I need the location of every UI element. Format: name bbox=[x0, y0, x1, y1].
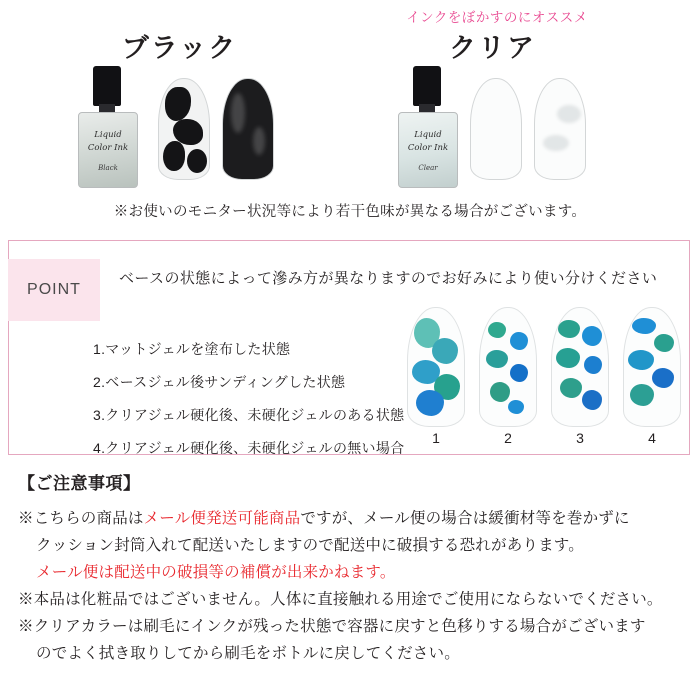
ink-blob bbox=[486, 350, 508, 368]
bottle-label bbox=[83, 121, 133, 181]
list-item: 4.クリアジェル硬化後、未硬化ジェルの無い場合 bbox=[93, 440, 405, 456]
bottle-black bbox=[78, 66, 136, 186]
bottle-body bbox=[78, 112, 138, 188]
bottle-clear bbox=[398, 66, 456, 186]
sample-nail-4 bbox=[623, 307, 681, 446]
bottle-cap-icon bbox=[413, 66, 441, 106]
swatch-group-black bbox=[72, 0, 287, 65]
sample-nail-1 bbox=[407, 307, 465, 446]
point-list bbox=[53, 339, 453, 471]
notice-line-2: クッション封筒入れて配送いたしますので配送中に破損する恐れがあります。 bbox=[36, 536, 584, 554]
ink-blob bbox=[560, 378, 582, 398]
sample-nail-label-2: 2 bbox=[504, 430, 512, 446]
list-item: 2.ベースジェル後サンディングした状態 bbox=[93, 374, 346, 390]
notice-line-1 bbox=[18, 506, 686, 531]
sample-nail-3 bbox=[551, 307, 609, 446]
ink-blob bbox=[165, 87, 191, 121]
point-heading: ベースの状態によって滲み方が異なりますのでお好みにより使い分けください bbox=[119, 270, 658, 287]
swatch-group-clear bbox=[385, 0, 600, 65]
group-title-black: ブラック bbox=[121, 33, 238, 63]
bottle-body bbox=[398, 112, 458, 188]
notice-line-5: ※クリアカラーは刷毛にインクが残った状態で容器に戻すと色移りする場合がございます bbox=[18, 617, 646, 635]
ink-blob bbox=[632, 318, 656, 334]
notice-line-1-prefix: ※こちらの商品は bbox=[18, 509, 144, 527]
point-box bbox=[8, 240, 690, 455]
notice-line-6: のでよく拭き取りしてから刷毛をボトルに戻してください。 bbox=[36, 645, 460, 663]
ink-blob bbox=[508, 400, 524, 414]
ink-blob bbox=[582, 326, 602, 346]
ink-blob bbox=[582, 390, 602, 410]
notice-line-4: ※本品は化粧品ではございません。人体に直接触れる用途でご使用にならないでください。 bbox=[18, 590, 663, 608]
ink-blob bbox=[432, 338, 458, 364]
ink-blob bbox=[163, 141, 185, 171]
ink-blob bbox=[630, 384, 654, 406]
sheen-highlight bbox=[543, 135, 569, 151]
bottle-cap-icon bbox=[93, 66, 121, 106]
ink-blob bbox=[488, 322, 506, 338]
nail-sample-black-soft bbox=[158, 78, 210, 180]
bottle-label bbox=[403, 121, 453, 181]
ink-blob bbox=[558, 320, 580, 338]
sample-nail-label-3: 3 bbox=[576, 430, 584, 446]
point-tag-label: POINT bbox=[8, 259, 100, 321]
bottle-label-line2: Color Ink bbox=[87, 143, 129, 153]
nail-sample-black-full bbox=[222, 78, 274, 180]
top-product-section bbox=[0, 0, 700, 236]
nail-sample-clear-1 bbox=[470, 78, 522, 180]
sheen-highlight bbox=[253, 127, 265, 155]
ink-blob bbox=[654, 334, 674, 352]
ink-blob bbox=[416, 390, 444, 416]
ink-blob bbox=[628, 350, 654, 370]
ink-blob bbox=[187, 149, 207, 173]
monitor-disclaimer: ※お使いのモニター状況等により若干色味が異なる場合がございます。 bbox=[113, 204, 587, 220]
group-title-clear: クリア bbox=[449, 33, 536, 63]
ink-blob bbox=[510, 332, 528, 350]
bottle-label-line1: Liquid bbox=[94, 130, 122, 140]
notice-section bbox=[18, 470, 686, 668]
ink-blob bbox=[490, 382, 510, 402]
ink-blob bbox=[652, 368, 674, 388]
bottle-label-line3: Black bbox=[98, 164, 118, 172]
sample-nail-label-1: 1 bbox=[432, 430, 440, 446]
sheen-highlight bbox=[231, 93, 245, 133]
sheen-highlight bbox=[557, 105, 581, 123]
notice-title: 【ご注意事項】 bbox=[18, 474, 141, 493]
bottle-label-line1: Liquid bbox=[414, 130, 442, 140]
ink-blob bbox=[584, 356, 602, 374]
ink-blob bbox=[556, 348, 580, 368]
sample-nail-label-4: 4 bbox=[648, 430, 656, 446]
recommend-note: インクをぼかすのにオススメ bbox=[406, 10, 588, 25]
list-item: 3.クリアジェル硬化後、未硬化ジェルのある状態 bbox=[93, 407, 405, 423]
list-item: 1.マットジェルを塗布した状態 bbox=[93, 341, 291, 357]
bottle-label-line3: Clear bbox=[418, 164, 438, 172]
ink-blob bbox=[510, 364, 528, 382]
sample-nail-2 bbox=[479, 307, 537, 446]
notice-line-1-highlight: メール便発送可能商品 bbox=[143, 509, 301, 527]
sample-nail-row bbox=[407, 307, 683, 447]
bottle-label-line2: Color Ink bbox=[407, 143, 449, 153]
notice-line-1-suffix: ですが、メール便の場合は緩衝材等を巻かずに bbox=[300, 509, 630, 527]
nail-sample-clear-2 bbox=[534, 78, 586, 180]
notice-line-3: メール便は配送中の破損等の補償が出来かねます。 bbox=[36, 563, 396, 581]
